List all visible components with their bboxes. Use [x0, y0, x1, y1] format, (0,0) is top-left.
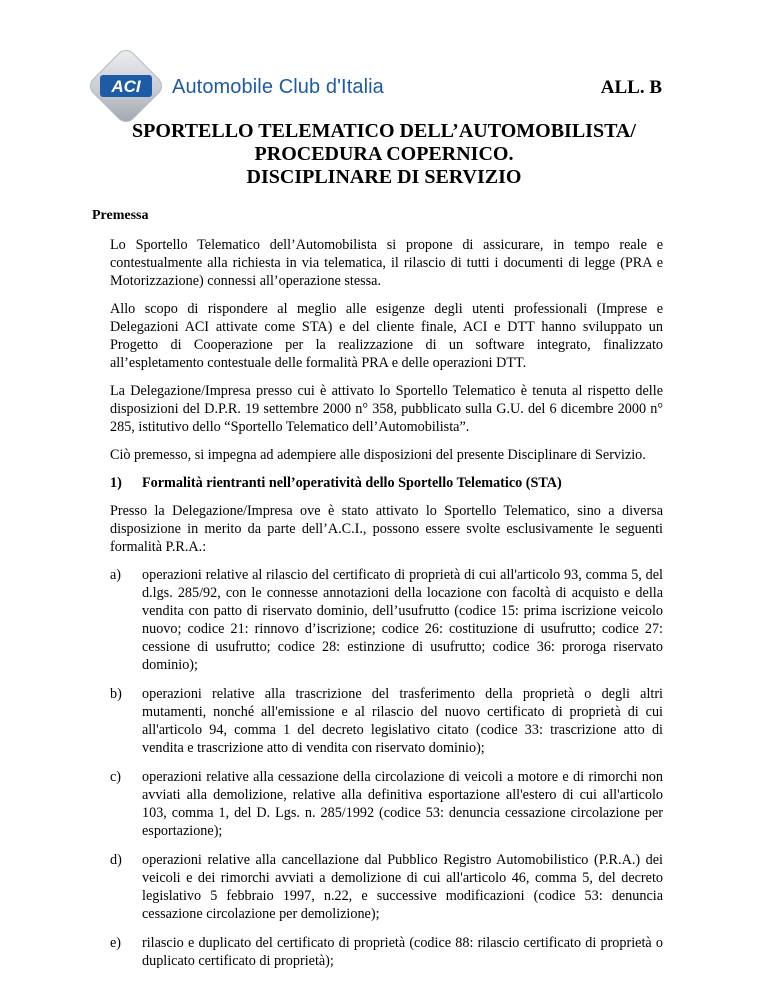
- section-1-intro: Presso la Delegazione/Impresa ove è stato attivato lo Sportello Telematico, sino a diversa disposizione in merito da parte dell’A.C.I., possono essere svolte esclusivamente le seguenti formalità P.R.A.:: [110, 503, 663, 555]
- premessa-paragraph-1: Lo Sportello Telematico dell’Automobilista si propone di assicurare, in tempo reale e contestualmente alla richiesta in via telematica, il rilascio di tutti i documenti di legge (PRA e Motorizzazione) connessi all’operazione stessa.: [110, 237, 663, 289]
- premessa-paragraph-3: La Delegazione/Impresa presso cui è attivato lo Sportello Telematico è tenuta al rispetto delle disposizioni del D.P.R. 19 settembre 2000 n° 358, pubblicato sulla G.U. del 6 dicembre 2000 n° 285, istitutivo dello “Sportello Telematico dell’Automobilista”.: [110, 383, 663, 435]
- premessa-heading: Premessa: [92, 208, 149, 223]
- list-item-label: d): [110, 852, 122, 868]
- list-item: [110, 566, 663, 674]
- list-item-label: a): [110, 567, 122, 583]
- annex-label: ALL. B: [600, 77, 662, 98]
- document-title: [0, 120, 768, 189]
- list-item: [110, 685, 663, 757]
- list-item: [110, 934, 663, 970]
- title-line-2: PROCEDURA COPERNICO.: [254, 143, 514, 165]
- list-item-text: operazioni relative al rilascio del certificato di proprietà di cui all'articolo 93, comma 5, del d.lgs. 285/92, con le connesse annotazioni della locazione con facoltà di acquisto e della vendita con patto di riservato dominio, dell’usufrutto (codice 15: prima iscrizione veicolo nuovo; codice 21: rinnovo d’iscrizione; codice 26: costituzione di usufrutto; codice 27: cessione di usufrutto; codice 28: estinzione di usufrutto; codice 36: proroga riservato dominio);: [142, 567, 663, 673]
- list-item-label: b): [110, 686, 122, 702]
- list-item-text: operazioni relative alla trascrizione del trasferimento della proprietà o degli altri mutamenti, nonché all'emissione e al rilascio del nuovo certificato di proprietà di cui all'articolo 94, comma 1 del decreto legislativo citato (codice 33: trascrizione atto di vendita e trascrizione atto di vendita con riservato dominio);: [142, 686, 663, 756]
- list-item: [110, 768, 663, 840]
- organization-name: Automobile Club d'Italia: [172, 76, 384, 98]
- aci-logo-lettering: ACI: [111, 77, 141, 96]
- title-line-3: DISCIPLINARE DI SERVIZIO: [246, 166, 522, 188]
- document-body: [110, 236, 663, 981]
- aci-logo-icon: [84, 50, 168, 124]
- list-item-text: operazioni relative alla cancellazione dal Pubblico Registro Automobilistico (P.R.A.) dei veicoli e dei rimorchi avviati a demolizione di cui all'articolo 46, comma 5, del decreto legislativo 5 febbraio 1997, n.22, e successive modificazioni (codice 53: denuncia cessazione circolazione per demolizione);: [142, 852, 663, 922]
- section-1-title: Formalità rientranti nell’operatività dello Sportello Telematico (STA): [142, 475, 562, 491]
- list-item-text: rilascio e duplicato del certificato di proprietà (codice 88: rilascio certificato di proprietà o duplicato certificato di proprietà);: [142, 935, 663, 969]
- aci-logo: [84, 50, 394, 124]
- premessa-paragraph-2: Allo scopo di rispondere al meglio alle esigenze degli utenti professionali (Imprese e Delegazioni ACI attivate come STA) e del cliente finale, ACI e DTT hanno sviluppato un Progetto di Cooperazione per la realizzazione di un software integrato, finalizzato all’espletamento contestuale delle formalità PRA e delle operazioni DTT.: [110, 301, 663, 371]
- title-line-1: SPORTELLO TELEMATICO DELL’AUTOMOBILISTA/: [132, 120, 636, 142]
- list-item: [110, 851, 663, 923]
- section-1-heading: [110, 474, 663, 492]
- list-item-label: c): [110, 769, 122, 785]
- list-item-label: e): [110, 935, 122, 951]
- section-1-number: 1): [110, 475, 122, 491]
- premessa-paragraph-4: Ciò premesso, si impegna ad adempiere alle disposizioni del presente Disciplinare di Servizio.: [110, 447, 646, 463]
- list-item-text: operazioni relative alla cessazione della circolazione di veicoli a motore e di rimorchi non avviati alla demolizione, relative alla definitiva esportazione all'estero di cui all'articolo 103, comma 1, del D. Lgs. n. 285/1992 (codice 53: denuncia cessazione circolazione per esportazione);: [142, 769, 663, 839]
